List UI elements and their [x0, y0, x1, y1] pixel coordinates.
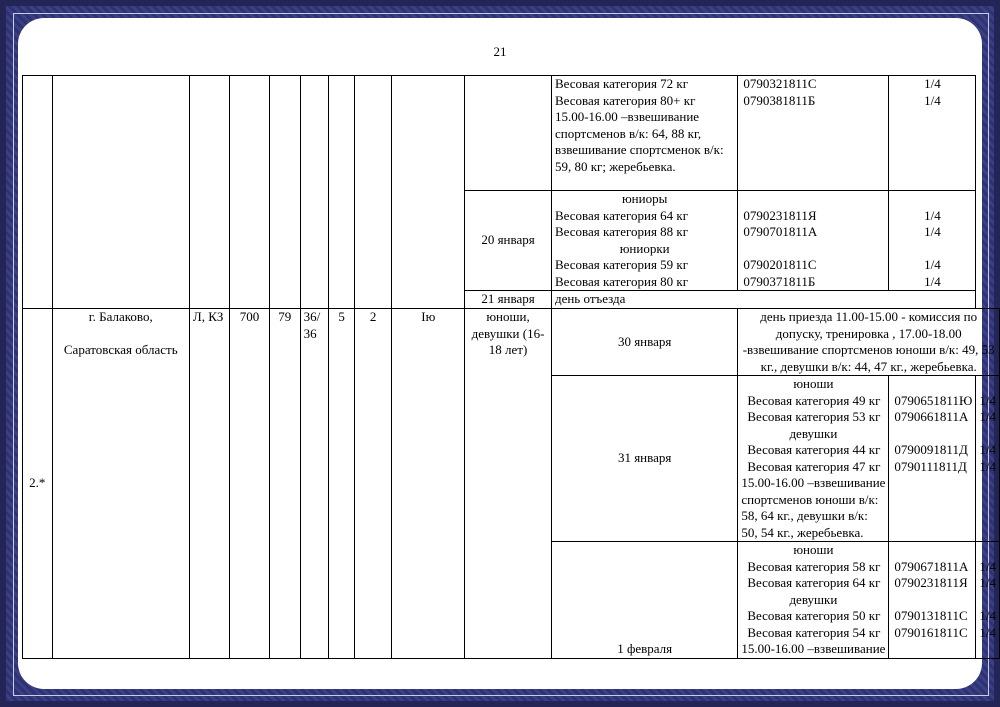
event-codes: 0790671811А 0790231811Я 0790131811С 0790161811С: [889, 542, 976, 659]
event-description: юниоры Весовая категория 64 кг Весовая категория 88 кг юниорки Весовая категория 59 кг Весовая категория 80 кг: [551, 191, 737, 291]
event-date: 21 января: [465, 291, 552, 309]
cell-value: 5: [329, 309, 354, 659]
event-codes: 0790321811С 0790381811Б: [738, 76, 889, 191]
cell-value: 36/ 36: [300, 309, 329, 659]
event-description: Весовая категория 72 кг Весовая категория 80+ кг 15.00-16.00 –взвешивание спортсменов в/к: 64, 88 кг, взвешивание спортсменок в/к: 59, 80 кг; жеребьевка.: [551, 76, 737, 191]
cell-value: 79: [269, 309, 300, 659]
age-group: юноши, девушки (16-18 лет): [465, 309, 552, 659]
event-description: день приезда 11.00-15.00 - комиссия по допуску, тренировка , 17.00-18.00 -взвешивание спортсменов юноши в/к: 49, 53 кг., девушки в/к: 44, 47 кг., жеребьевка.: [738, 309, 1000, 376]
event-description: юноши Весовая категория 58 кг Весовая категория 64 кг девушки Весовая категория 50 кг Весовая категория 54 кг 15.00-16.00 –взвешивание: [738, 542, 889, 659]
event-date: 1 февраля: [551, 542, 737, 659]
event-counts: 1/4 1/4 1/4 1/4: [976, 376, 1000, 542]
event-counts: 1/4 1/4 1/4 1/4: [976, 542, 1000, 659]
event-counts: 1/4 1/4: [889, 76, 976, 191]
event-date: 20 января: [465, 191, 552, 291]
cell-value: 700: [229, 309, 269, 659]
competition-type: Л, КЗ: [189, 309, 229, 659]
schedule-table: [22, 75, 1000, 659]
table-row: [23, 76, 1000, 191]
event-date: 31 января: [551, 376, 737, 542]
table-row: [23, 309, 1000, 376]
event-date: [465, 76, 552, 191]
event-codes: 0790231811Я 0790701811А 0790201811С 0790371811Б: [738, 191, 889, 291]
page-number: 21: [493, 44, 507, 59]
event-date: 30 января: [551, 309, 737, 376]
row-number: 2.*: [23, 309, 53, 659]
event-counts: 1/4 1/4 1/4 1/4: [889, 191, 976, 291]
event-description: день отъезда: [551, 291, 975, 309]
event-codes: 0790651811Ю 0790661811А 0790091811Д 0790111811Д: [889, 376, 976, 542]
cell-value: Ію: [392, 309, 465, 659]
event-description: юноши Весовая категория 49 кг Весовая категория 53 кг девушки Весовая категория 44 кг Весовая категория 47 кг 15.00-16.00 –взвешивание спортсменов юноши в/к: 58, 64 кг., девушки в/к: 50, 54 кг., жеребьевка.: [738, 376, 889, 542]
cell-value: 2: [354, 309, 392, 659]
location: г. Балаково, Саратовская область: [52, 309, 189, 659]
